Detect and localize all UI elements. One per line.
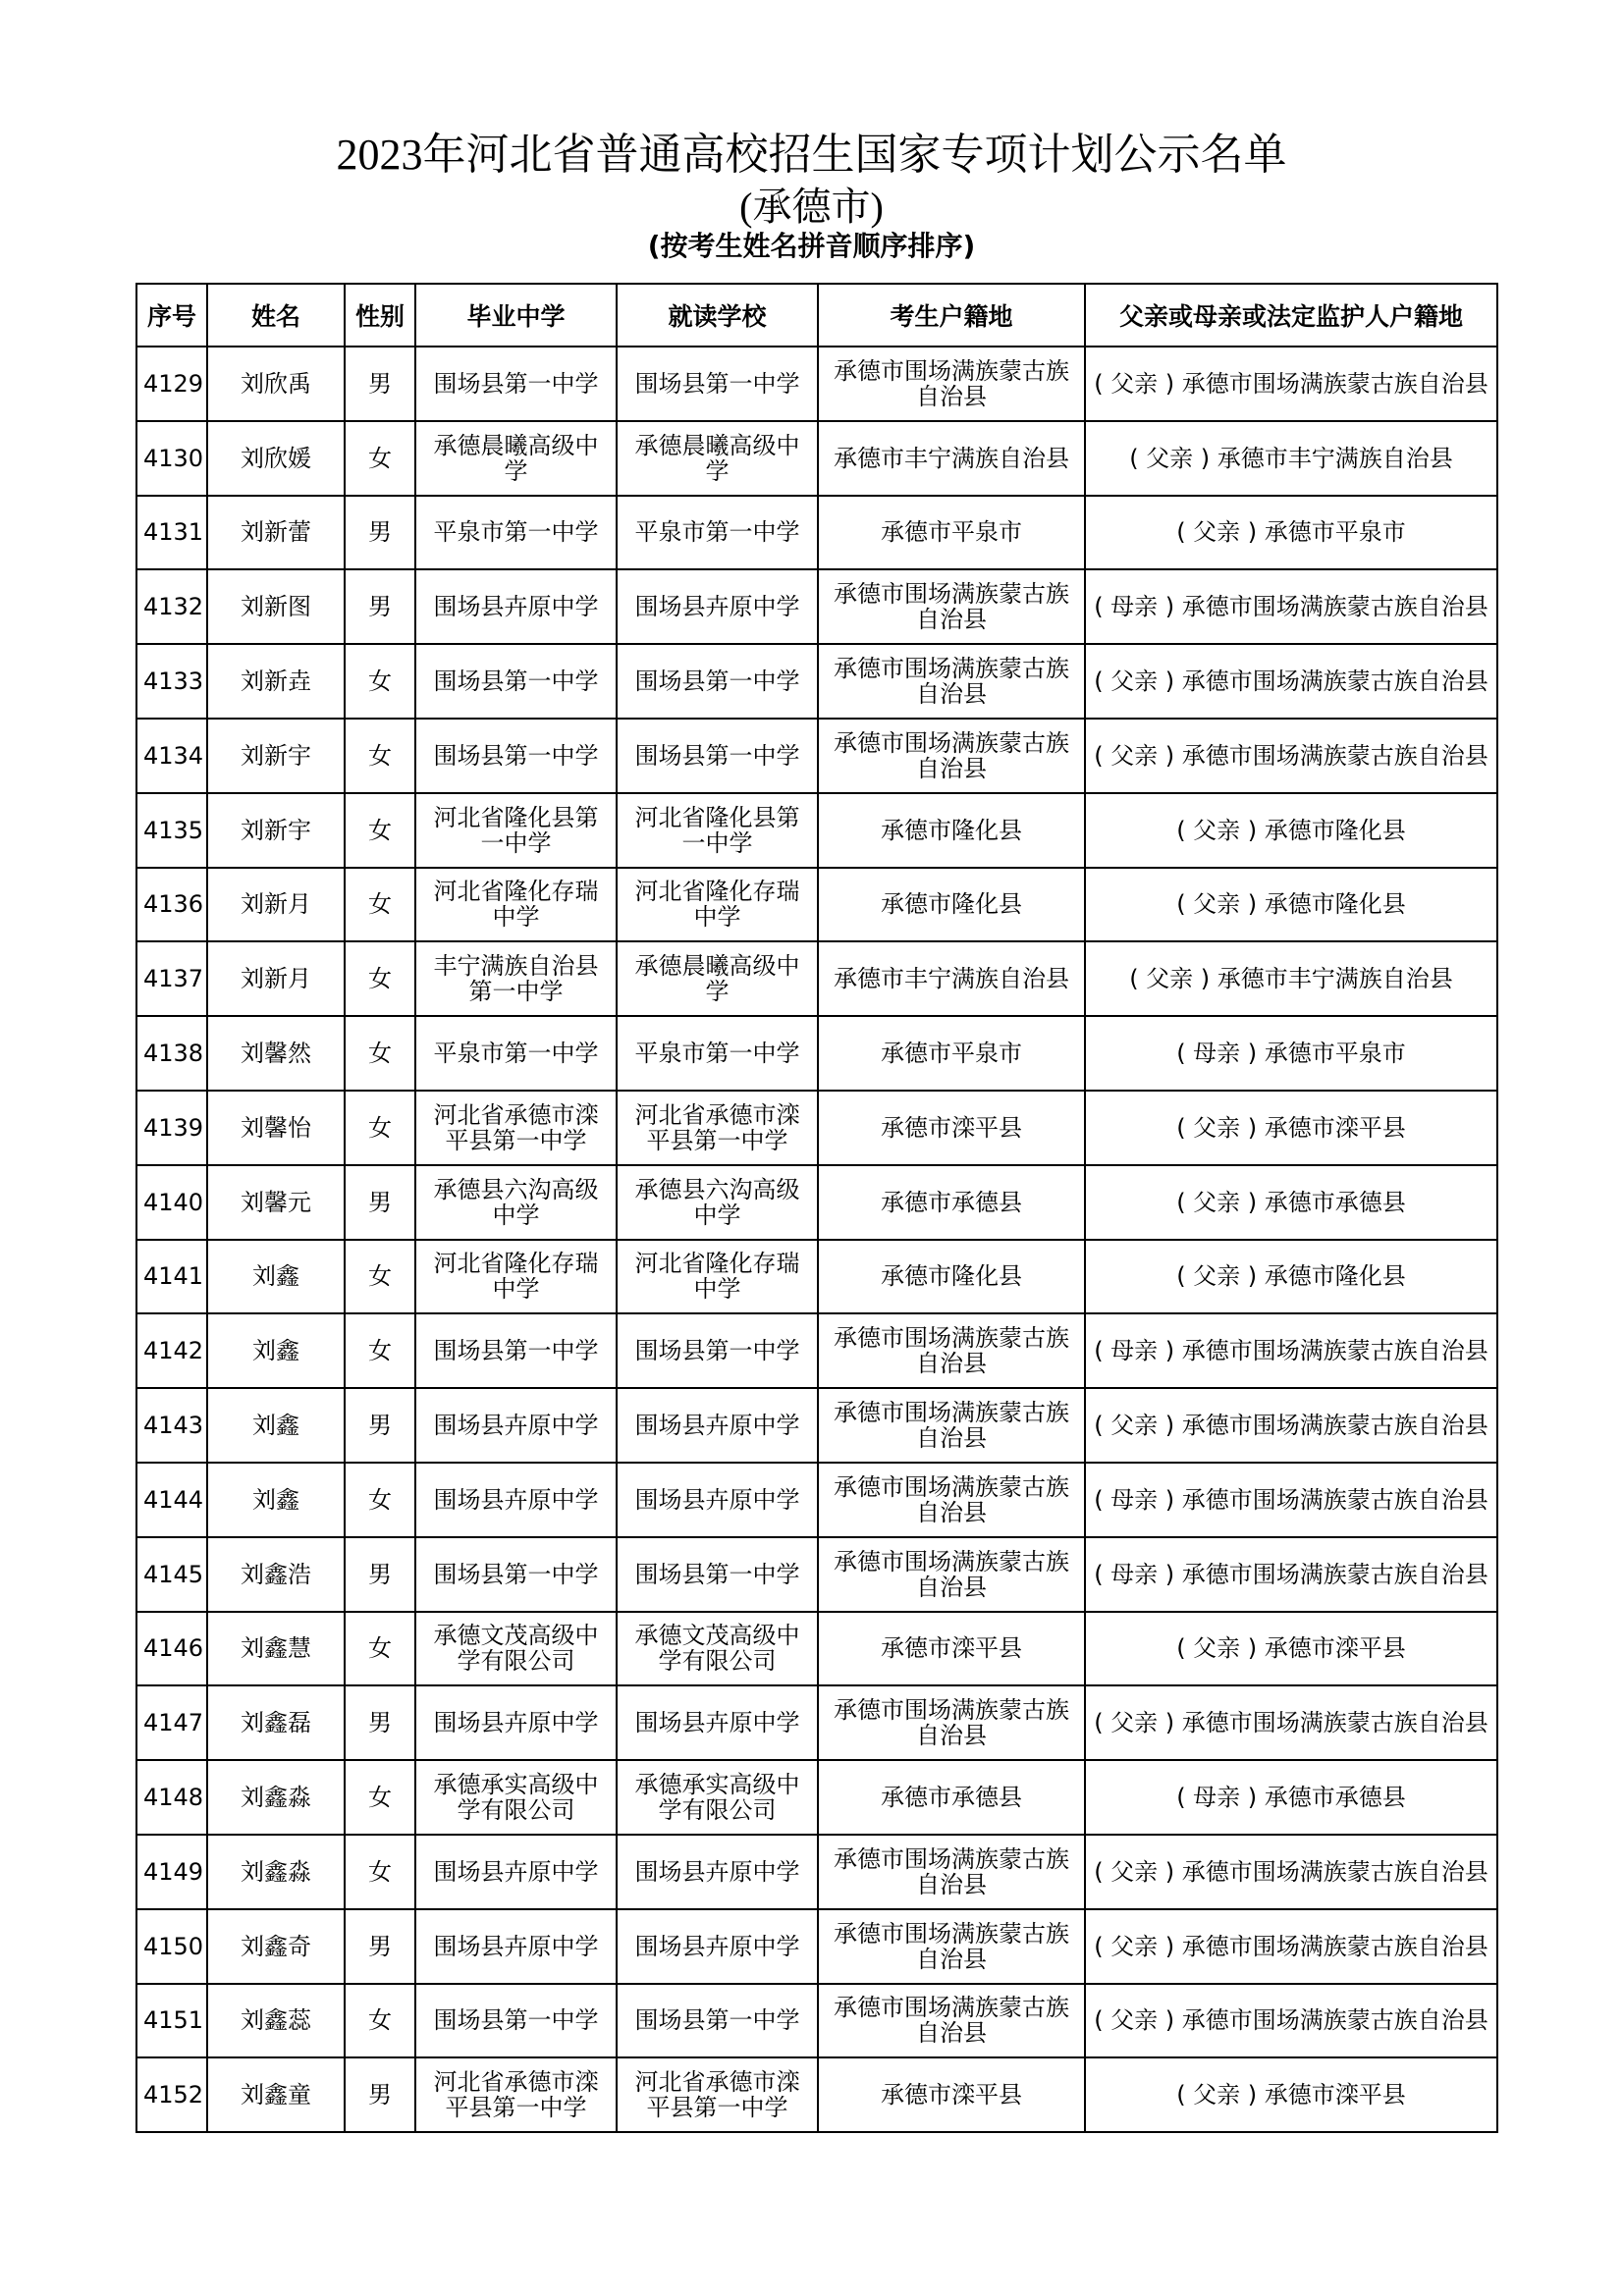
cell-gender: 女 — [345, 1016, 415, 1091]
cell-no: 4152 — [136, 2057, 207, 2132]
cell-guardian-hukou: ( 父亲 ) 承德市隆化县 — [1085, 868, 1497, 942]
cell-no: 4138 — [136, 1016, 207, 1091]
roster-table — [135, 283, 1498, 2133]
table-row — [136, 1685, 1497, 1760]
cell-study-school: 围场县卉原中学 — [617, 1909, 818, 1984]
cell-gender: 男 — [345, 347, 415, 421]
cell-hukou: 承德市围场满族蒙古族自治县 — [818, 1537, 1085, 1612]
col-header-hukou: 考生户籍地 — [818, 284, 1085, 347]
table-row — [136, 1091, 1497, 1165]
cell-no: 4147 — [136, 1685, 207, 1760]
cell-study-school: 围场县卉原中学 — [617, 569, 818, 644]
cell-no: 4145 — [136, 1537, 207, 1612]
cell-study-school: 围场县卉原中学 — [617, 1388, 818, 1463]
cell-grad-school: 围场县第一中学 — [415, 1313, 617, 1388]
cell-no: 4149 — [136, 1835, 207, 1909]
table-row — [136, 1760, 1497, 1835]
cell-gender: 男 — [345, 1165, 415, 1240]
cell-no: 4142 — [136, 1313, 207, 1388]
cell-gender: 女 — [345, 1091, 415, 1165]
document-title: 2023年河北省普通高校招生国家专项计划公示名单 — [336, 131, 1287, 179]
cell-study-school: 围场县卉原中学 — [617, 1835, 818, 1909]
cell-no: 4135 — [136, 793, 207, 868]
cell-grad-school: 围场县第一中学 — [415, 644, 617, 719]
cell-gender: 男 — [345, 1537, 415, 1612]
cell-name: 刘馨怡 — [207, 1091, 345, 1165]
cell-name: 刘鑫磊 — [207, 1685, 345, 1760]
cell-name: 刘鑫浩 — [207, 1537, 345, 1612]
cell-no: 4148 — [136, 1760, 207, 1835]
cell-gender: 女 — [345, 941, 415, 1016]
cell-guardian-hukou: ( 父亲 ) 承德市围场满族蒙古族自治县 — [1085, 1984, 1497, 2058]
cell-grad-school: 围场县卉原中学 — [415, 1835, 617, 1909]
cell-name: 刘鑫童 — [207, 2057, 345, 2132]
cell-hukou: 承德市滦平县 — [818, 1091, 1085, 1165]
cell-study-school: 承德晨曦高级中学 — [617, 941, 818, 1016]
cell-hukou: 承德市围场满族蒙古族自治县 — [818, 569, 1085, 644]
table-row — [136, 1463, 1497, 1537]
cell-guardian-hukou: ( 父亲 ) 承德市滦平县 — [1085, 1091, 1497, 1165]
cell-name: 刘馨然 — [207, 1016, 345, 1091]
cell-hukou: 承德市平泉市 — [818, 1016, 1085, 1091]
col-header-guardian-hukou: 父亲或母亲或法定监护人户籍地 — [1085, 284, 1497, 347]
cell-grad-school: 河北省承德市滦平县第一中学 — [415, 2057, 617, 2132]
cell-no: 4150 — [136, 1909, 207, 1984]
roster-body — [136, 347, 1497, 2132]
cell-guardian-hukou: ( 父亲 ) 承德市围场满族蒙古族自治县 — [1085, 644, 1497, 719]
cell-gender: 男 — [345, 1388, 415, 1463]
cell-guardian-hukou: ( 父亲 ) 承德市围场满族蒙古族自治县 — [1085, 1909, 1497, 1984]
cell-name: 刘新垚 — [207, 644, 345, 719]
cell-guardian-hukou: ( 父亲 ) 承德市承德县 — [1085, 1165, 1497, 1240]
cell-gender: 女 — [345, 793, 415, 868]
table-row — [136, 1388, 1497, 1463]
cell-grad-school: 围场县卉原中学 — [415, 1909, 617, 1984]
table-row — [136, 1984, 1497, 2058]
cell-study-school: 围场县第一中学 — [617, 1537, 818, 1612]
cell-no: 4136 — [136, 868, 207, 942]
cell-hukou: 承德市丰宁满族自治县 — [818, 421, 1085, 496]
cell-guardian-hukou: ( 父亲 ) 承德市平泉市 — [1085, 496, 1497, 570]
cell-study-school: 河北省隆化存瑞中学 — [617, 1240, 818, 1314]
cell-hukou: 承德市围场满族蒙古族自治县 — [818, 1463, 1085, 1537]
cell-name: 刘鑫奇 — [207, 1909, 345, 1984]
table-row — [136, 1016, 1497, 1091]
cell-guardian-hukou: ( 母亲 ) 承德市围场满族蒙古族自治县 — [1085, 569, 1497, 644]
cell-gender: 男 — [345, 2057, 415, 2132]
col-header-gender: 性别 — [345, 284, 415, 347]
cell-no: 4146 — [136, 1612, 207, 1686]
table-row — [136, 2057, 1497, 2132]
cell-name: 刘欣媛 — [207, 421, 345, 496]
cell-gender: 男 — [345, 1685, 415, 1760]
cell-hukou: 承德市平泉市 — [818, 496, 1085, 570]
cell-grad-school: 平泉市第一中学 — [415, 1016, 617, 1091]
cell-no: 4140 — [136, 1165, 207, 1240]
cell-study-school: 围场县第一中学 — [617, 1313, 818, 1388]
cell-gender: 女 — [345, 421, 415, 496]
cell-hukou: 承德市承德县 — [818, 1760, 1085, 1835]
col-header-grad-school: 毕业中学 — [415, 284, 617, 347]
table-row — [136, 868, 1497, 942]
cell-grad-school: 围场县卉原中学 — [415, 1463, 617, 1537]
document-subtitle: (承德市) — [739, 185, 884, 229]
cell-gender: 女 — [345, 1760, 415, 1835]
cell-guardian-hukou: ( 母亲 ) 承德市围场满族蒙古族自治县 — [1085, 1537, 1497, 1612]
cell-grad-school: 承德承实高级中学有限公司 — [415, 1760, 617, 1835]
cell-study-school: 承德文茂高级中学有限公司 — [617, 1612, 818, 1686]
cell-gender: 女 — [345, 1612, 415, 1686]
cell-guardian-hukou: ( 父亲 ) 承德市围场满族蒙古族自治县 — [1085, 1388, 1497, 1463]
cell-gender: 男 — [345, 496, 415, 570]
cell-grad-school: 承德文茂高级中学有限公司 — [415, 1612, 617, 1686]
cell-gender: 女 — [345, 1835, 415, 1909]
cell-name: 刘鑫淼 — [207, 1835, 345, 1909]
cell-no: 4134 — [136, 719, 207, 793]
cell-grad-school: 河北省隆化县第一中学 — [415, 793, 617, 868]
cell-study-school: 围场县卉原中学 — [617, 1685, 818, 1760]
cell-study-school: 平泉市第一中学 — [617, 1016, 818, 1091]
cell-name: 刘鑫淼 — [207, 1760, 345, 1835]
table-row — [136, 793, 1497, 868]
cell-name: 刘新月 — [207, 941, 345, 1016]
cell-name: 刘鑫 — [207, 1240, 345, 1314]
cell-name: 刘新宇 — [207, 793, 345, 868]
cell-study-school: 围场县第一中学 — [617, 1984, 818, 2058]
cell-hukou: 承德市围场满族蒙古族自治县 — [818, 644, 1085, 719]
cell-grad-school: 围场县卉原中学 — [415, 1685, 617, 1760]
header-row — [136, 284, 1497, 347]
cell-study-school: 承德承实高级中学有限公司 — [617, 1760, 818, 1835]
table-row — [136, 496, 1497, 570]
cell-grad-school: 围场县第一中学 — [415, 347, 617, 421]
cell-name: 刘鑫 — [207, 1388, 345, 1463]
table-row — [136, 1537, 1497, 1612]
col-header-no: 序号 — [136, 284, 207, 347]
cell-guardian-hukou: ( 父亲 ) 承德市围场满族蒙古族自治县 — [1085, 719, 1497, 793]
table-row — [136, 421, 1497, 496]
cell-guardian-hukou: ( 父亲 ) 承德市隆化县 — [1085, 1240, 1497, 1314]
cell-grad-school: 河北省隆化存瑞中学 — [415, 868, 617, 942]
cell-hukou: 承德市滦平县 — [818, 1612, 1085, 1686]
table-row — [136, 719, 1497, 793]
cell-hukou: 承德市围场满族蒙古族自治县 — [818, 347, 1085, 421]
sort-note: (按考生姓名拼音顺序排序) — [647, 230, 976, 262]
table-row — [136, 1909, 1497, 1984]
cell-guardian-hukou: ( 父亲 ) 承德市丰宁满族自治县 — [1085, 421, 1497, 496]
cell-guardian-hukou: ( 父亲 ) 承德市围场满族蒙古族自治县 — [1085, 1835, 1497, 1909]
cell-study-school: 承德晨曦高级中学 — [617, 421, 818, 496]
cell-name: 刘鑫蕊 — [207, 1984, 345, 2058]
cell-hukou: 承德市围场满族蒙古族自治县 — [818, 1835, 1085, 1909]
cell-grad-school: 河北省隆化存瑞中学 — [415, 1240, 617, 1314]
cell-guardian-hukou: ( 母亲 ) 承德市围场满族蒙古族自治县 — [1085, 1463, 1497, 1537]
cell-study-school: 河北省隆化县第一中学 — [617, 793, 818, 868]
cell-no: 4141 — [136, 1240, 207, 1314]
cell-no: 4132 — [136, 569, 207, 644]
cell-gender: 女 — [345, 644, 415, 719]
cell-no: 4143 — [136, 1388, 207, 1463]
cell-grad-school: 河北省承德市滦平县第一中学 — [415, 1091, 617, 1165]
cell-hukou: 承德市围场满族蒙古族自治县 — [818, 1909, 1085, 1984]
table-row — [136, 1240, 1497, 1314]
cell-guardian-hukou: ( 母亲 ) 承德市围场满族蒙古族自治县 — [1085, 1313, 1497, 1388]
cell-grad-school: 承德县六沟高级中学 — [415, 1165, 617, 1240]
cell-study-school: 围场县卉原中学 — [617, 1463, 818, 1537]
cell-gender: 男 — [345, 569, 415, 644]
cell-guardian-hukou: ( 父亲 ) 承德市滦平县 — [1085, 1612, 1497, 1686]
cell-name: 刘新月 — [207, 868, 345, 942]
cell-guardian-hukou: ( 父亲 ) 承德市隆化县 — [1085, 793, 1497, 868]
cell-no: 4139 — [136, 1091, 207, 1165]
cell-hukou: 承德市丰宁满族自治县 — [818, 941, 1085, 1016]
cell-guardian-hukou: ( 父亲 ) 承德市围场满族蒙古族自治县 — [1085, 1685, 1497, 1760]
cell-hukou: 承德市隆化县 — [818, 868, 1085, 942]
cell-gender: 男 — [345, 1909, 415, 1984]
cell-gender: 女 — [345, 719, 415, 793]
col-header-study-school: 就读学校 — [617, 284, 818, 347]
cell-gender: 女 — [345, 1463, 415, 1537]
cell-guardian-hukou: ( 母亲 ) 承德市承德县 — [1085, 1760, 1497, 1835]
cell-no: 4137 — [136, 941, 207, 1016]
table-row — [136, 1313, 1497, 1388]
cell-name: 刘馨元 — [207, 1165, 345, 1240]
cell-no: 4133 — [136, 644, 207, 719]
cell-name: 刘新图 — [207, 569, 345, 644]
cell-hukou: 承德市围场满族蒙古族自治县 — [818, 1685, 1085, 1760]
cell-hukou: 承德市围场满族蒙古族自治县 — [818, 1984, 1085, 2058]
cell-study-school: 平泉市第一中学 — [617, 496, 818, 570]
cell-grad-school: 围场县卉原中学 — [415, 1388, 617, 1463]
cell-guardian-hukou: ( 父亲 ) 承德市围场满族蒙古族自治县 — [1085, 347, 1497, 421]
cell-study-school: 围场县第一中学 — [617, 347, 818, 421]
table-row — [136, 1835, 1497, 1909]
table-row — [136, 1165, 1497, 1240]
col-header-name: 姓名 — [207, 284, 345, 347]
cell-hukou: 承德市围场满族蒙古族自治县 — [818, 1388, 1085, 1463]
cell-name: 刘鑫 — [207, 1463, 345, 1537]
cell-grad-school: 承德晨曦高级中学 — [415, 421, 617, 496]
cell-guardian-hukou: ( 母亲 ) 承德市平泉市 — [1085, 1016, 1497, 1091]
cell-hukou: 承德市隆化县 — [818, 1240, 1085, 1314]
table-row — [136, 1612, 1497, 1686]
table-row — [136, 941, 1497, 1016]
cell-no: 4144 — [136, 1463, 207, 1537]
cell-grad-school: 平泉市第一中学 — [415, 496, 617, 570]
cell-name: 刘欣禹 — [207, 347, 345, 421]
cell-hukou: 承德市滦平县 — [818, 2057, 1085, 2132]
cell-name: 刘鑫 — [207, 1313, 345, 1388]
cell-study-school: 承德县六沟高级中学 — [617, 1165, 818, 1240]
cell-gender: 女 — [345, 1984, 415, 2058]
cell-gender: 女 — [345, 1240, 415, 1314]
cell-study-school: 河北省承德市滦平县第一中学 — [617, 2057, 818, 2132]
cell-grad-school: 围场县第一中学 — [415, 719, 617, 793]
cell-name: 刘鑫慧 — [207, 1612, 345, 1686]
cell-gender: 女 — [345, 1313, 415, 1388]
cell-name: 刘新蕾 — [207, 496, 345, 570]
cell-hukou: 承德市承德县 — [818, 1165, 1085, 1240]
cell-no: 4130 — [136, 421, 207, 496]
cell-study-school: 围场县第一中学 — [617, 719, 818, 793]
cell-guardian-hukou: ( 父亲 ) 承德市丰宁满族自治县 — [1085, 941, 1497, 1016]
cell-hukou: 承德市隆化县 — [818, 793, 1085, 868]
cell-hukou: 承德市围场满族蒙古族自治县 — [818, 719, 1085, 793]
cell-grad-school: 围场县第一中学 — [415, 1537, 617, 1612]
cell-grad-school: 围场县第一中学 — [415, 1984, 617, 2058]
cell-no: 4151 — [136, 1984, 207, 2058]
table-row — [136, 347, 1497, 421]
cell-no: 4131 — [136, 496, 207, 570]
cell-grad-school: 丰宁满族自治县第一中学 — [415, 941, 617, 1016]
cell-no: 4129 — [136, 347, 207, 421]
cell-study-school: 河北省隆化存瑞中学 — [617, 868, 818, 942]
cell-guardian-hukou: ( 父亲 ) 承德市滦平县 — [1085, 2057, 1497, 2132]
cell-study-school: 围场县第一中学 — [617, 644, 818, 719]
table-row — [136, 644, 1497, 719]
cell-study-school: 河北省承德市滦平县第一中学 — [617, 1091, 818, 1165]
table-row — [136, 569, 1497, 644]
cell-grad-school: 围场县卉原中学 — [415, 569, 617, 644]
cell-name: 刘新宇 — [207, 719, 345, 793]
cell-hukou: 承德市围场满族蒙古族自治县 — [818, 1313, 1085, 1388]
cell-gender: 女 — [345, 868, 415, 942]
